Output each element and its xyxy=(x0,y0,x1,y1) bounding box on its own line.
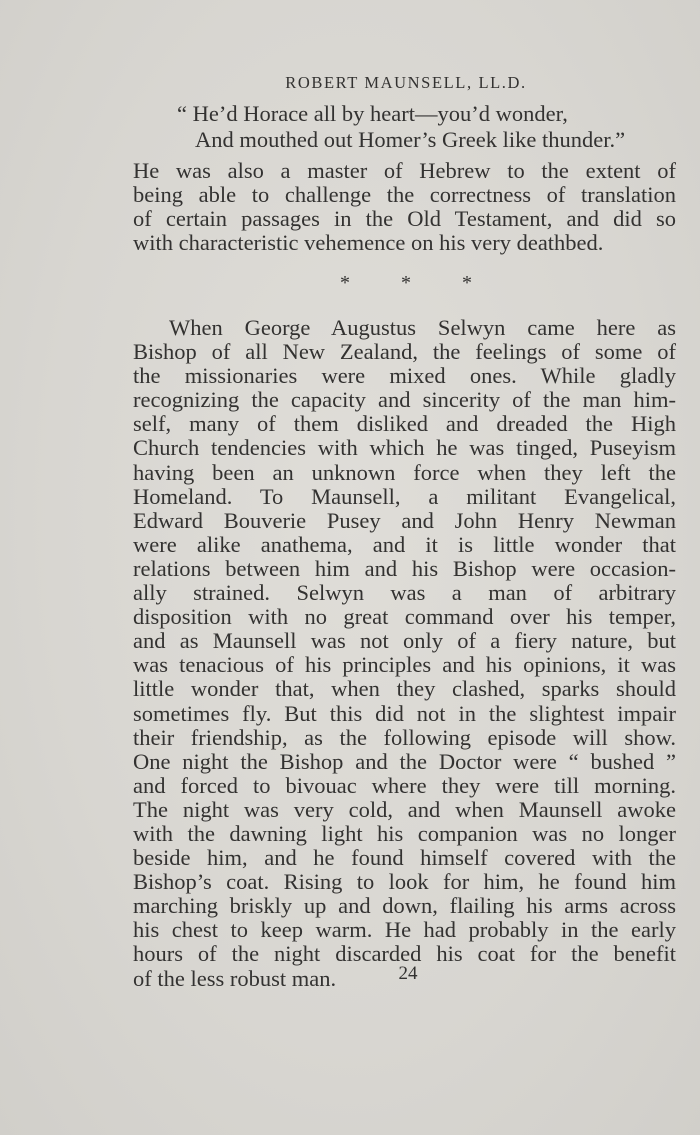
separator-asterisk: * xyxy=(340,272,350,294)
text-line: beside him, and he found himself covered with the xyxy=(133,845,676,871)
text-line: with the dawning light his companion was no longer xyxy=(133,820,676,846)
section-separator xyxy=(0,272,700,295)
text-line: of certain passages in the Old Testament, and did so xyxy=(133,206,676,232)
verse-line-1: “ He’d Horace all by heart—you’d wonder, xyxy=(177,101,568,126)
text-line: Church tendencies with which he was tinged, Puseyism xyxy=(133,435,676,461)
page-number: 24 xyxy=(398,963,418,984)
text-line: marching briskly up and down, flailing his arms across xyxy=(133,893,676,919)
text-line: of the less robust man. xyxy=(133,965,337,991)
separator-asterisk: * xyxy=(401,272,411,294)
text-line: little wonder that, when they clashed, sparks should xyxy=(133,676,676,702)
text-line: The night was very cold, and when Maunsell awoke xyxy=(133,796,676,822)
text-line: their friendship, as the following episode will show. xyxy=(133,724,676,750)
text-line: were alike anathema, and it is little wonder that xyxy=(133,531,676,557)
text-line: and forced to bivouac where they were till morning. xyxy=(133,772,676,798)
paragraph-hebrew xyxy=(133,159,676,255)
text-line: He was also a master of Hebrew to the extent of xyxy=(133,158,676,183)
text-line: disposition with no great command over his temper, xyxy=(133,604,676,630)
text-line: Bishop of all New Zealand, the feelings of some of xyxy=(133,339,676,365)
text-line: his chest to keep warm. He had probably in the early xyxy=(133,917,676,943)
text-line: Edward Bouverie Pusey and John Henry Newman xyxy=(133,507,676,533)
text-line: One night the Bishop and the Doctor were “ bushed ” xyxy=(133,748,676,774)
text-line: Bishop’s coat. Rising to look for him, he found him xyxy=(133,869,676,895)
text-line: sometimes fly. But this did not in the slightest impair xyxy=(133,700,676,726)
text-line: self, many of them disliked and dreaded the High xyxy=(133,411,676,437)
text-line: relations between him and his Bishop were occasion- xyxy=(133,555,676,581)
verse-quotation xyxy=(177,101,625,153)
text-line: with characteristic vehemence on his very deathbed. xyxy=(133,230,604,256)
text-line: ally strained. Selwyn was a man of arbitrary xyxy=(133,580,676,606)
text-line: recognizing the capacity and sincerity of the man him- xyxy=(133,387,676,413)
verse-line-2: And mouthed out Homer’s Greek like thunder.” xyxy=(195,127,626,152)
text-line: was tenacious of his principles and his opinions, it was xyxy=(133,652,676,678)
paragraph-selwyn xyxy=(133,316,676,991)
text-line: hours of the night discarded his coat for the benefit xyxy=(133,941,676,967)
text-line: being able to challenge the correctness of translation xyxy=(133,182,676,208)
running-head: ROBERT MAUNSELL, LL.D. xyxy=(285,73,527,92)
separator-asterisk: * xyxy=(462,272,472,294)
text-line: Homeland. To Maunsell, a militant Evangelical, xyxy=(133,483,676,509)
text-line: and as Maunsell was not only of a fiery nature, but xyxy=(133,628,676,654)
text-line: having been an unknown force when they left the xyxy=(133,459,676,485)
text-line: When George Augustus Selwyn came here as xyxy=(169,315,676,340)
text-line: the missionaries were mixed ones. While gladly xyxy=(133,363,676,389)
